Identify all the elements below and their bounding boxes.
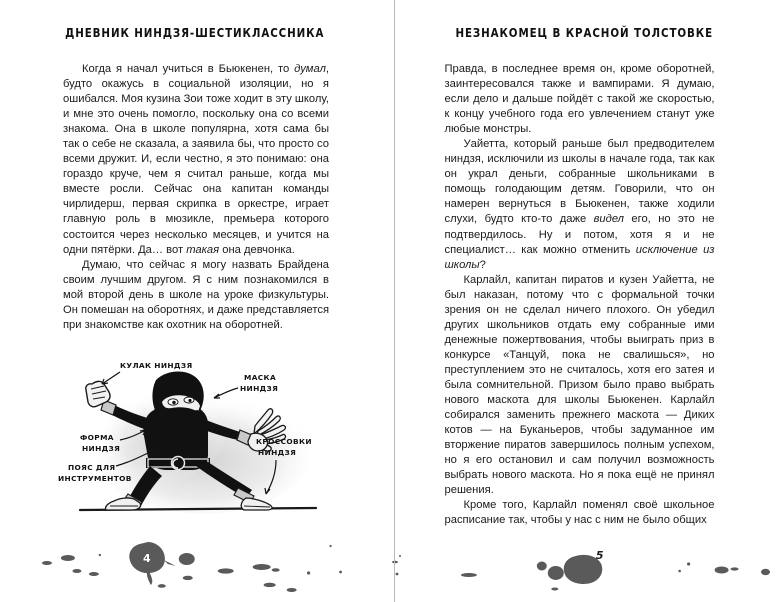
svg-text:КУЛАК НИНДЗЯ: КУЛАК НИНДЗЯ <box>120 361 193 370</box>
left-page-body-text <box>63 62 329 333</box>
paragraph: Когда я начал учиться в Бьюкенен, то думал, будто окажусь в социальной изоляции, но я ошибался. Моя кузина Зои тоже ходит в эту школу, и мне это очень помогло, поскольку она со всеми знакома. Она в школе популярна, хотя сама бы так о себе не сказала, а заявила бы, что просто со всеми дружит. И, если честно, я это понимаю: она гораздо круче, чем я считал раньше, когда мы вместе росли. Сейчас она капитан команды чирлидерш, первая скрипка в оркестре, играет главную роль в мюзикле, премьера которого состоится через несколько месяцев, и учится на одни пятёрки. Да… вот такая она девчонка. <box>63 63 329 256</box>
right-page-body-text <box>445 62 715 528</box>
emphasis-text: видел <box>593 213 624 226</box>
label-ninja-mask <box>214 373 278 398</box>
svg-text:ФОРМА: ФОРМА <box>80 433 114 442</box>
paragraph: Уайетта, который раньше был предводителем ниндзя, исключили из школы в начале года, так как он украл деньги, собранные школьниками в помощь голодающим детям. Говорили, что он намерен вернуться в Бьюкенен, также ходили слухи, будто кто-то даже видел его, но это не подтвердилось. Ну и потом, хотя я и не специалист… как можно отменить исключение из школы? <box>444 138 715 271</box>
paragraph: Кроме того, Карлайл поменял своё школьное расписание так, чтобы у нас с ним не было общих <box>444 499 715 527</box>
emphasis-text: такая <box>186 243 220 256</box>
svg-text:КРОССОВКИ: КРОССОВКИ <box>256 437 312 446</box>
svg-text:МАСКА: МАСКА <box>244 373 277 382</box>
emphasis-text: думал <box>294 63 326 75</box>
svg-text:ПОЯС ДЛЯ: ПОЯС ДЛЯ <box>68 463 116 472</box>
svg-text:НИНДЗЯ: НИНДЗЯ <box>240 384 279 393</box>
svg-text:НИНДЗЯ: НИНДЗЯ <box>82 444 121 453</box>
right-page-folio-area <box>390 526 779 602</box>
paragraph: Правда, в последнее время он, кроме оборотней, заинтересовался также и вампирами. Я думаю, если дело и дальше пойдёт с такой же скоростью, к концу учебного года его увлечением станут уже любые монстры. <box>444 63 715 136</box>
ninja-figure-illustration <box>58 358 338 538</box>
svg-text:4: 4 <box>142 552 151 566</box>
svg-text:5: 5 <box>595 549 604 563</box>
paragraph: Думаю, что сейчас я могу назвать Брайдена своим лучшим другом. Я с ним познакомился в мой второй день в школе на уроке физкультуры. Он помешан на оборотнях, и даже представляется при знакомстве как охотник на оборотней. <box>63 258 329 331</box>
svg-text:НИНДЗЯ: НИНДЗЯ <box>258 448 297 457</box>
svg-text:ИНСТРУМЕНТОВ: ИНСТРУМЕНТОВ <box>58 474 132 483</box>
paragraph: Карлайл, капитан пиратов и кузен Уайетта, не был наказан, потому что с формальной точки зрения он не сделал ничего плохого. Он убедил других школьников отдать ему собранные ими денежные пожертвования, чтобы выиграть приз в конкурсе «Танцуй, пока не свалишься», но преступлением это не считалось, хотя его затея и была сомнительной. Призом было право выбрать нового маскота для школы Бьюкенен. Карлайл собирался заменить прежнего маскота — Диких котов — на Буканьеров, чтобы задуманное им вторжение пиратов завершилось полным успехом, но я его остановил и сам получил возможность выбрать нового маскота. Но я пока ещё не принял решения. <box>444 273 715 497</box>
right-page-running-head: НЕЗНАКОМЕЦ В КРАСНОЙ ТОЛСТОВКЕ <box>455 26 714 41</box>
page-gutter-rule <box>394 0 395 602</box>
left-page-running-head: ДНЕВНИК НИНДЗЯ-ШЕСТИКЛАССНИКА <box>65 26 325 41</box>
right-page <box>390 0 779 602</box>
left-page-folio-area <box>0 526 390 602</box>
emphasis-text: исключение из школы <box>444 243 715 271</box>
